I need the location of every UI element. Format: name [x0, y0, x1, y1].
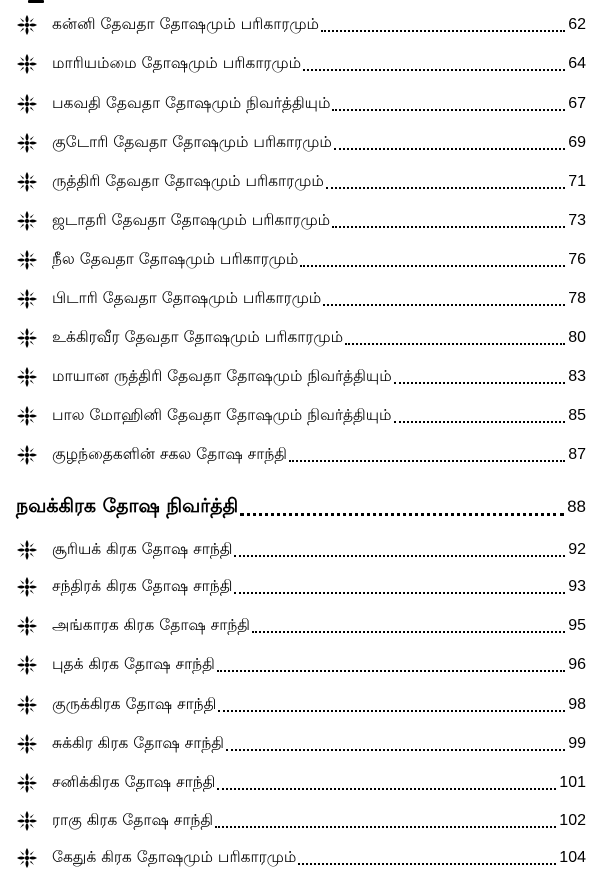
dot-leader: [394, 382, 566, 384]
entry-title: சந்திரக் கிரக தோஷ சாந்தி: [52, 577, 233, 595]
entry-title: குடோரி தேவதா தோஷமும் பரிகாரமும்: [52, 133, 332, 151]
entry-title: சுக்கிர கிரக தோஷ சாந்தி: [52, 734, 225, 752]
dot-leader: [334, 148, 565, 150]
ornamental-star-icon: [16, 366, 38, 388]
entry-title: குருக்கிரக தோஷ சாந்தி: [52, 695, 217, 713]
page-number: 102: [559, 812, 586, 829]
page-number: 95: [568, 617, 586, 634]
toc-entry: [16, 535, 586, 565]
ornamental-star-icon: [16, 288, 38, 310]
page-number: 73: [568, 212, 586, 229]
entry-title: பகவதி தேவதா தோஷமும் நிவர்த்தியும்: [52, 94, 331, 112]
dot-leader: [298, 863, 556, 865]
dot-leader: [321, 30, 565, 32]
dot-leader: [252, 631, 565, 633]
page-number: 64: [568, 55, 586, 72]
dot-leader: [332, 109, 565, 111]
page-number: 67: [568, 95, 586, 112]
entry-title: சூரியக் கிரக தோஷ சாந்தி: [52, 540, 233, 558]
ornamental-star-icon: [16, 444, 38, 466]
ornamental-star-icon: [16, 810, 38, 832]
toc-entry: [16, 284, 586, 314]
toc-entry: [16, 806, 586, 836]
page-number: 69: [568, 134, 586, 151]
dot-leader: [218, 710, 565, 712]
ornamental-star-icon: [16, 132, 38, 154]
toc-entry: [16, 440, 586, 470]
entry-title: நீல தேவதா தோஷமும் பரிகாரமும்: [52, 250, 299, 268]
entry-title: ராகு கிரக தோஷ சாந்தி: [52, 811, 214, 829]
entry-title: பால மோஹினி தேவதா தோஷமும் நிவர்த்தியும்: [52, 406, 392, 424]
toc-entry: [16, 362, 586, 392]
toc-entry: [16, 323, 586, 353]
ornamental-star-icon: [16, 694, 38, 716]
ornamental-star-icon: [16, 654, 38, 676]
page-number: 62: [568, 16, 586, 33]
page-number: 98: [568, 696, 586, 713]
page-number: 93: [568, 578, 586, 595]
ornamental-star-icon: [16, 847, 38, 869]
ornamental-star-icon: [16, 14, 38, 36]
page-number: 83: [568, 368, 586, 385]
page-number: 78: [568, 290, 586, 307]
page-number: 92: [568, 541, 586, 558]
page-number: 88: [567, 497, 586, 516]
dot-leader: [326, 187, 565, 189]
entry-title: மாரியம்மை தோஷமும் பரிகாரமும்: [52, 54, 302, 72]
top-edge-mark: [28, 0, 44, 3]
toc-entry: [16, 89, 586, 119]
entry-title: மாயான ருத்திரி தேவதா தோஷமும் நிவர்த்தியும்: [52, 367, 392, 385]
toc-entry: [16, 729, 586, 759]
entry-title: சனிக்கிரக தோஷ சாந்தி: [52, 773, 216, 791]
entry-title: பிடாரி தேவதா தோஷமும் பரிகாரமும்: [52, 289, 322, 307]
toc-entry: [16, 690, 586, 720]
toc-entry: [16, 245, 586, 275]
ornamental-star-icon: [16, 772, 38, 794]
entry-title: புதக் கிரக தோஷ சாந்தி: [52, 655, 215, 673]
dot-leader: [226, 749, 565, 751]
toc-entry: [16, 401, 586, 431]
entry-title: குழந்தைகளின் சகல தோஷ சாந்தி: [52, 445, 287, 463]
page-number: 99: [568, 735, 586, 752]
page-number: 80: [568, 329, 586, 346]
page-number: 85: [568, 407, 586, 424]
dot-leader: [234, 592, 565, 594]
section-heading-row: [16, 490, 586, 524]
page-number: 76: [568, 251, 586, 268]
ornamental-star-icon: [16, 171, 38, 193]
dot-leader: [323, 304, 565, 306]
toc-entry: [16, 49, 586, 79]
ornamental-star-icon: [16, 539, 38, 561]
entry-title: அங்காரக கிரக தோஷ சாந்தி: [52, 616, 251, 634]
ornamental-star-icon: [16, 405, 38, 427]
ornamental-star-icon: [16, 733, 38, 755]
toc-entry: [16, 843, 586, 873]
dot-leader: [215, 826, 556, 828]
ornamental-star-icon: [16, 93, 38, 115]
dot-leader: [300, 265, 565, 267]
toc-entry: [16, 650, 586, 680]
entry-title: ஜடாதரி தேவதா தோஷமும் பரிகாரமும்: [52, 211, 331, 229]
entry-title: கன்னி தேவதா தோஷமும் பரிகாரமும்: [52, 15, 320, 33]
ornamental-star-icon: [16, 327, 38, 349]
toc-entry: [16, 10, 586, 40]
dot-leader: [289, 460, 565, 462]
dot-leader: [303, 69, 565, 71]
ornamental-star-icon: [16, 249, 38, 271]
dot-leader: [394, 421, 566, 423]
dot-leader: [234, 555, 565, 557]
page-number: 104: [559, 849, 586, 866]
entry-title: கேதுக் கிரக தோஷமும் பரிகாரமும்: [52, 848, 297, 866]
ornamental-star-icon: [16, 615, 38, 637]
ornamental-star-icon: [16, 210, 38, 232]
page-number: 101: [559, 774, 586, 791]
entry-title: ருத்திரி தேவதா தோஷமும் பரிகாரமும்: [52, 172, 324, 190]
dot-leader: [217, 788, 556, 790]
toc-entry: [16, 167, 586, 197]
dot-leader: [217, 670, 565, 672]
toc-entry: [16, 611, 586, 641]
entry-title: உக்கிரவீர தேவதா தோஷமும் பரிகாரமும்: [52, 328, 344, 346]
page-number: 96: [568, 656, 586, 673]
dot-leader: [345, 343, 565, 345]
ornamental-star-icon: [16, 576, 38, 598]
toc-entry: [16, 128, 586, 158]
dot-leader: [240, 513, 564, 516]
toc-entry: [16, 572, 586, 602]
toc-entry: [16, 768, 586, 798]
section-title: நவக்கிரக தோஷ நிவர்த்தி: [16, 494, 239, 517]
page-number: 71: [568, 173, 586, 190]
page-number: 87: [568, 446, 586, 463]
ornamental-star-icon: [16, 53, 38, 75]
dot-leader: [332, 226, 565, 228]
toc-entry: [16, 206, 586, 236]
